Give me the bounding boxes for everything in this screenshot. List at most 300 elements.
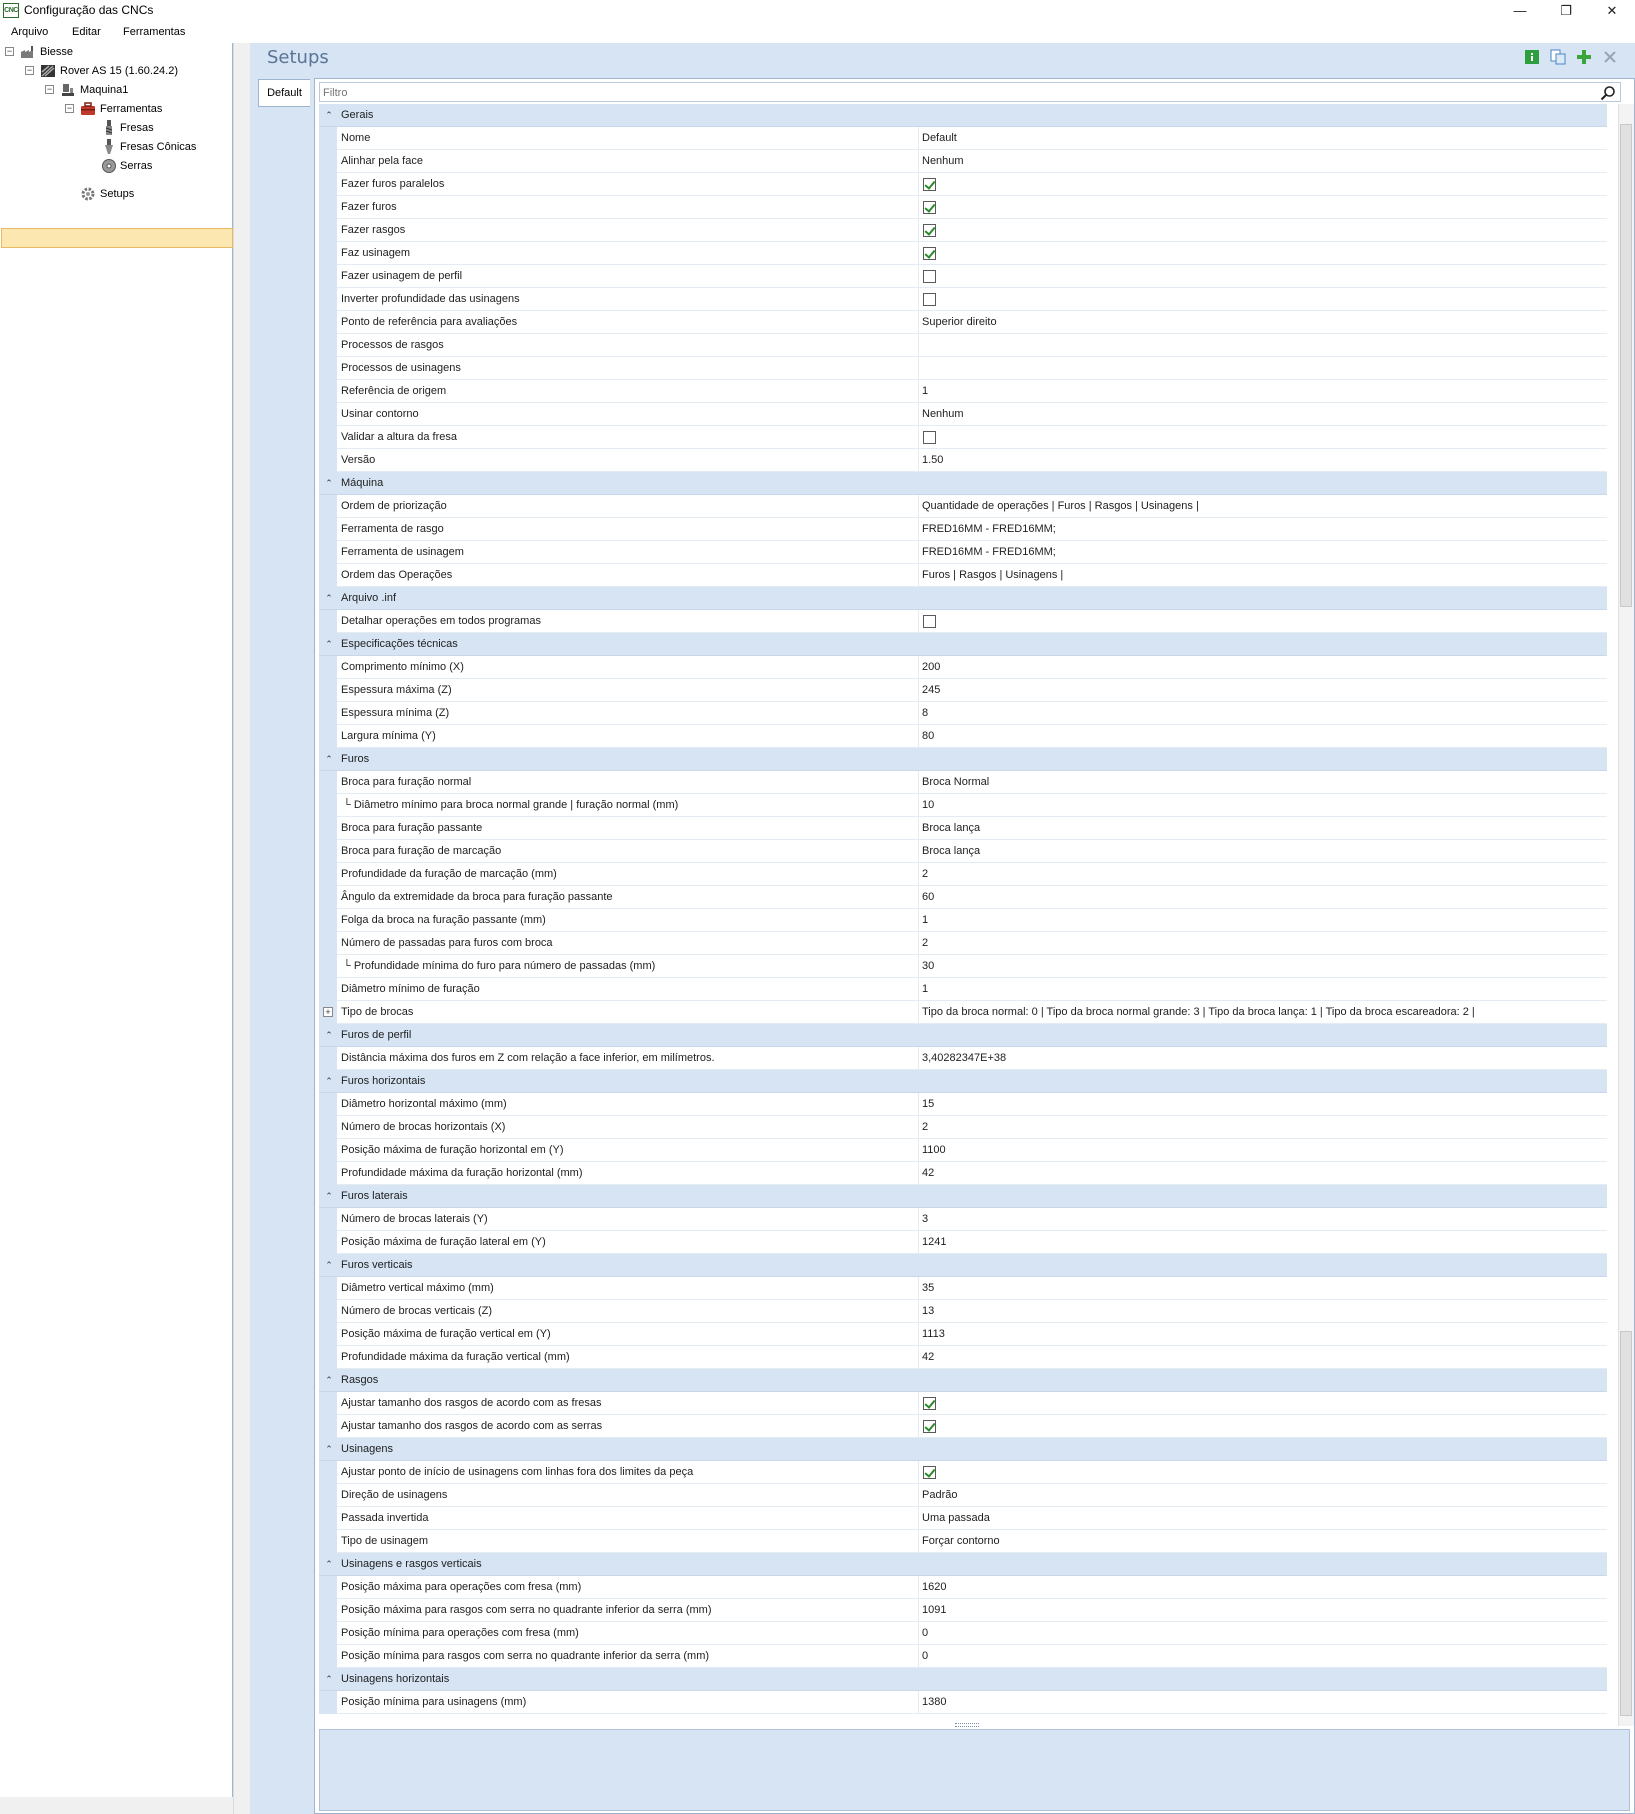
- property-value[interactable]: 1100: [922, 1144, 946, 1156]
- property-value[interactable]: 1241: [922, 1236, 947, 1248]
- property-row[interactable]: [319, 288, 1607, 311]
- column-divider: [918, 1116, 919, 1139]
- splitter-handle[interactable]: [955, 1723, 979, 1727]
- row-gutter: [319, 1622, 337, 1645]
- property-row[interactable]: [319, 656, 1607, 679]
- property-value[interactable]: Default: [922, 132, 957, 144]
- property-name: Posição mínima para rasgos com serra no quadrante inferior da serra (mm): [341, 1650, 710, 1662]
- row-gutter: [319, 840, 337, 863]
- row-gutter: [319, 472, 337, 495]
- property-value[interactable]: 60: [922, 891, 935, 903]
- property-row[interactable]: [319, 817, 1607, 840]
- property-name: Diâmetro horizontal máximo (mm): [341, 1098, 507, 1110]
- property-row[interactable]: [319, 1530, 1607, 1553]
- column-divider: [918, 1162, 919, 1185]
- collapse-chevron-icon[interactable]: ⌃: [325, 1260, 333, 1270]
- column-divider: [918, 909, 919, 932]
- property-name: Posição máxima de furação lateral em (Y): [341, 1236, 546, 1248]
- property-value[interactable]: 1: [922, 983, 929, 995]
- column-divider: [918, 1392, 919, 1415]
- row-gutter: [319, 173, 337, 196]
- column-divider: [918, 495, 919, 518]
- category-rasgos[interactable]: [319, 1369, 1607, 1392]
- property-row[interactable]: [319, 1323, 1607, 1346]
- column-divider: [918, 311, 919, 334]
- column-divider: [918, 1346, 919, 1369]
- row-gutter: [319, 1323, 337, 1346]
- property-row[interactable]: [319, 541, 1607, 564]
- row-gutter: [319, 1162, 337, 1185]
- property-row[interactable]: [319, 1093, 1607, 1116]
- property-row[interactable]: [319, 863, 1607, 886]
- property-row[interactable]: [319, 1461, 1607, 1484]
- property-name: Inverter profundidade das usinagens: [341, 293, 520, 305]
- collapse-chevron-icon[interactable]: ⌃: [325, 1674, 333, 1684]
- category-arquivo-inf[interactable]: [319, 587, 1607, 610]
- property-row[interactable]: [319, 955, 1607, 978]
- category-furos-verticais[interactable]: [319, 1254, 1607, 1277]
- property-row[interactable]: [319, 725, 1607, 748]
- property-value[interactable]: 1380: [922, 1696, 947, 1708]
- property-row[interactable]: [319, 357, 1607, 380]
- row-gutter: [319, 1599, 337, 1622]
- machine-tree: [0, 43, 233, 1814]
- menu-editar[interactable]: Editar: [72, 26, 101, 38]
- row-gutter: [319, 679, 337, 702]
- collapse-chevron-icon[interactable]: ⌃: [325, 1076, 333, 1086]
- property-row[interactable]: [319, 380, 1607, 403]
- property-value[interactable]: Tipo da broca normal: 0 | Tipo da broca normal grande: 3 | Tipo da broca lança: 1 | Tipo da broca escareadora: 2 |: [922, 1006, 1475, 1018]
- collapse-chevron-icon[interactable]: ⌃: [325, 1191, 333, 1201]
- column-divider: [918, 265, 919, 288]
- property-row[interactable]: [319, 334, 1607, 357]
- property-row[interactable]: [319, 150, 1607, 173]
- tree-node-serras[interactable]: Serras: [120, 160, 153, 172]
- row-gutter: [319, 541, 337, 564]
- row-gutter: [319, 127, 337, 150]
- row-gutter: [319, 978, 337, 1001]
- checkbox-unchecked[interactable]: [923, 431, 936, 444]
- row-gutter: [319, 1070, 337, 1093]
- add-icon[interactable]: [1576, 49, 1592, 65]
- property-name: └ Profundidade mínima do furo para número de passadas (mm): [343, 960, 656, 972]
- property-row[interactable]: [319, 449, 1607, 472]
- property-row[interactable]: [319, 1622, 1607, 1645]
- category-label: Rasgos: [341, 1374, 379, 1386]
- column-divider: [918, 679, 919, 702]
- column-divider: [918, 219, 919, 242]
- tree-node-ferramentas[interactable]: Ferramentas: [100, 103, 163, 115]
- property-name: Folga da broca na furação passante (mm): [341, 914, 546, 926]
- property-row[interactable]: [319, 1231, 1607, 1254]
- property-value[interactable]: Forçar contorno: [922, 1535, 1000, 1547]
- property-value[interactable]: 0: [922, 1627, 929, 1639]
- row-gutter: [319, 1461, 337, 1484]
- property-row[interactable]: [319, 1484, 1607, 1507]
- property-row[interactable]: [319, 1599, 1607, 1622]
- column-divider: [918, 1415, 919, 1438]
- property-value[interactable]: FRED16MM - FRED16MM;: [922, 523, 1056, 535]
- property-row[interactable]: [319, 242, 1607, 265]
- tree-node-setups[interactable]: Setups: [100, 188, 135, 200]
- category-furos[interactable]: [319, 748, 1607, 771]
- column-divider: [918, 1323, 919, 1346]
- property-value[interactable]: 1620: [922, 1581, 947, 1593]
- column-divider: [918, 794, 919, 817]
- scrollbar-thumb[interactable]: [1620, 1331, 1632, 1716]
- property-name: Ajustar ponto de início de usinagens com linhas fora dos limites da peça: [341, 1466, 694, 1478]
- property-value[interactable]: Broca lança: [922, 845, 981, 857]
- tree-node-rover[interactable]: Rover AS 15 (1.60.24.2): [60, 65, 179, 77]
- filter-box: [319, 82, 1621, 102]
- property-value[interactable]: 2: [922, 1121, 929, 1133]
- row-gutter: [319, 1346, 337, 1369]
- menu-bar: [0, 22, 1635, 43]
- tree-node-fresas-conicas[interactable]: Fresas Cônicas: [120, 141, 197, 153]
- row-gutter: [319, 587, 337, 610]
- collapse-toggle[interactable]: −: [66, 103, 73, 113]
- expand-icon[interactable]: +: [323, 1007, 333, 1017]
- column-divider: [918, 656, 919, 679]
- property-name: Posição mínima para operações com fresa (mm): [341, 1627, 579, 1639]
- property-name: Número de passadas para furos com broca: [341, 937, 553, 949]
- property-name: Broca para furação passante: [341, 822, 483, 834]
- row-gutter: [319, 1047, 337, 1070]
- column-divider: [918, 1093, 919, 1116]
- category-usinagens[interactable]: [319, 1438, 1607, 1461]
- property-value[interactable]: 2: [922, 868, 929, 880]
- property-name: Tipo de brocas: [341, 1006, 414, 1018]
- column-divider: [918, 564, 919, 587]
- checkbox-checked[interactable]: [923, 224, 936, 237]
- gear-icon: [80, 186, 96, 202]
- row-gutter: [319, 1001, 337, 1024]
- column-divider: [918, 449, 919, 472]
- property-row[interactable]: [319, 679, 1607, 702]
- property-row[interactable]: [319, 1116, 1607, 1139]
- conical-bit-icon: [101, 139, 117, 155]
- property-row[interactable]: [319, 1346, 1607, 1369]
- property-row[interactable]: [319, 978, 1607, 1001]
- tab-default[interactable]: Default: [258, 79, 310, 107]
- column-divider: [918, 955, 919, 978]
- tree-vertical-scrollbar[interactable]: [233, 43, 250, 1814]
- category-furos-horizontais[interactable]: [319, 1070, 1607, 1093]
- property-value[interactable]: Padrão: [922, 1489, 958, 1501]
- property-name: Fazer furos: [341, 201, 397, 213]
- row-gutter: [319, 771, 337, 794]
- delete-icon[interactable]: [1602, 49, 1618, 65]
- info-icon[interactable]: [1524, 49, 1540, 65]
- column-divider: [918, 1277, 919, 1300]
- row-gutter: [319, 909, 337, 932]
- property-row[interactable]: [319, 265, 1607, 288]
- minimize-button[interactable]: —: [1513, 3, 1527, 18]
- category-furos-de-perfil[interactable]: [319, 1024, 1607, 1047]
- column-divider: [918, 1047, 919, 1070]
- row-gutter: [319, 863, 337, 886]
- row-gutter: [319, 1645, 337, 1668]
- column-divider: [918, 1208, 919, 1231]
- property-value[interactable]: Broca Normal: [922, 776, 990, 788]
- property-row[interactable]: [319, 1645, 1607, 1668]
- property-row[interactable]: [319, 426, 1607, 449]
- column-divider: [918, 1461, 919, 1484]
- property-name: Processos de usinagens: [341, 362, 461, 374]
- column-divider: [918, 1530, 919, 1553]
- category-label: Gerais: [341, 109, 374, 121]
- collapse-toggle[interactable]: −: [46, 84, 53, 94]
- property-name: Ordem de priorização: [341, 500, 447, 512]
- property-name: Broca para furação normal: [341, 776, 472, 788]
- checkbox-checked[interactable]: [923, 247, 936, 260]
- property-value[interactable]: 1: [922, 385, 929, 397]
- column-divider: [918, 196, 919, 219]
- property-row[interactable]: [319, 1001, 1607, 1024]
- category-label: Furos horizontais: [341, 1075, 426, 1087]
- column-divider: [918, 541, 919, 564]
- property-value[interactable]: 42: [922, 1167, 935, 1179]
- category-usinagens-e-rasgos-verticais[interactable]: [319, 1553, 1607, 1576]
- collapse-toggle[interactable]: −: [26, 65, 33, 75]
- property-value[interactable]: 30: [922, 960, 935, 972]
- collapse-chevron-icon[interactable]: ⌃: [325, 110, 333, 120]
- property-value[interactable]: 3: [922, 1213, 929, 1225]
- copy-icon[interactable]: [1550, 49, 1566, 65]
- collapse-chevron-icon[interactable]: ⌃: [325, 754, 333, 764]
- category-label: Furos verticais: [341, 1259, 413, 1271]
- property-value[interactable]: 15: [922, 1098, 935, 1110]
- property-value[interactable]: Nenhum: [922, 408, 964, 420]
- property-row[interactable]: [319, 495, 1607, 518]
- property-value[interactable]: FRED16MM - FRED16MM;: [922, 546, 1056, 558]
- menu-ferramentas[interactable]: Ferramentas: [123, 26, 186, 38]
- row-gutter: [319, 1530, 337, 1553]
- row-gutter: [319, 1507, 337, 1530]
- row-gutter: [319, 288, 337, 311]
- property-name: Ajustar tamanho dos rasgos de acordo com as fresas: [341, 1397, 602, 1409]
- column-divider: [918, 702, 919, 725]
- property-name: Fazer usinagem de perfil: [341, 270, 463, 282]
- row-gutter: [319, 1116, 337, 1139]
- property-value[interactable]: 1: [922, 914, 929, 926]
- property-row[interactable]: [319, 1300, 1607, 1323]
- property-name: Versão: [341, 454, 376, 466]
- row-gutter: [319, 1300, 337, 1323]
- column-divider: [918, 403, 919, 426]
- property-row[interactable]: [319, 794, 1607, 817]
- checkbox-unchecked[interactable]: [923, 270, 936, 283]
- row-gutter: [319, 610, 337, 633]
- property-row[interactable]: [319, 196, 1607, 219]
- category-especificacoes-tecnicas[interactable]: [319, 633, 1607, 656]
- column-divider: [918, 840, 919, 863]
- category-gerais[interactable]: [319, 104, 1607, 127]
- property-row[interactable]: [319, 1507, 1607, 1530]
- property-row[interactable]: [319, 403, 1607, 426]
- checkbox-checked[interactable]: [923, 1420, 936, 1433]
- tree-node-maquina1[interactable]: Maquina1: [80, 84, 129, 96]
- property-value[interactable]: Superior direito: [922, 316, 997, 328]
- row-gutter: [319, 1139, 337, 1162]
- checkbox-checked[interactable]: [923, 1466, 936, 1479]
- row-gutter: [319, 495, 337, 518]
- toolbox-icon: [80, 101, 96, 117]
- property-row[interactable]: [319, 771, 1607, 794]
- property-name: Ajustar tamanho dos rasgos de acordo com as serras: [341, 1420, 603, 1432]
- property-name: Profundidade máxima da furação horizontal (mm): [341, 1167, 583, 1179]
- row-gutter: [319, 1208, 337, 1231]
- category-label: Furos: [341, 753, 370, 765]
- row-gutter: [319, 633, 337, 656]
- property-value[interactable]: Nenhum: [922, 155, 964, 167]
- property-row[interactable]: [319, 311, 1607, 334]
- column-divider: [918, 1576, 919, 1599]
- property-row[interactable]: [319, 1691, 1607, 1714]
- collapse-chevron-icon[interactable]: ⌃: [325, 1030, 333, 1040]
- property-row[interactable]: [319, 886, 1607, 909]
- window-title: Configuração das CNCs: [24, 3, 154, 17]
- property-value[interactable]: Uma passada: [922, 1512, 990, 1524]
- column-divider: [918, 978, 919, 1001]
- property-value[interactable]: 1113: [922, 1328, 945, 1340]
- collapse-chevron-icon[interactable]: ⌃: [325, 1375, 333, 1385]
- scrollbar-thumb[interactable]: [1620, 124, 1632, 607]
- property-value[interactable]: Quantidade de operações | Furos | Rasgos | Usinagens |: [922, 500, 1199, 512]
- property-value[interactable]: 200: [922, 661, 941, 673]
- row-gutter: [319, 1024, 337, 1047]
- property-row[interactable]: [319, 702, 1607, 725]
- property-value[interactable]: 1.50: [922, 454, 944, 466]
- checkbox-checked[interactable]: [923, 201, 936, 214]
- property-name: Ferramenta de rasgo: [341, 523, 444, 535]
- tree-node-biesse[interactable]: Biesse: [40, 46, 74, 58]
- collapse-chevron-icon[interactable]: ⌃: [325, 593, 333, 603]
- column-divider: [918, 518, 919, 541]
- search-icon[interactable]: [1600, 85, 1616, 101]
- row-gutter: [319, 794, 337, 817]
- property-row[interactable]: [319, 518, 1607, 541]
- property-row[interactable]: [319, 610, 1607, 633]
- checkbox-checked[interactable]: [923, 178, 936, 191]
- row-gutter: [319, 1438, 337, 1461]
- property-value[interactable]: 10: [922, 799, 935, 811]
- property-name: Número de brocas laterais (Y): [341, 1213, 488, 1225]
- property-row[interactable]: [319, 1139, 1607, 1162]
- property-row[interactable]: [319, 564, 1607, 587]
- property-value[interactable]: 2: [922, 937, 929, 949]
- property-row[interactable]: [319, 932, 1607, 955]
- checkbox-unchecked[interactable]: [923, 615, 936, 628]
- property-name: Diâmetro mínimo de furação: [341, 983, 480, 995]
- property-row[interactable]: [319, 1047, 1607, 1070]
- collapse-chevron-icon[interactable]: ⌃: [325, 639, 333, 649]
- property-row[interactable]: [319, 909, 1607, 932]
- collapse-chevron-icon[interactable]: ⌃: [325, 1559, 333, 1569]
- tree-node-fresas[interactable]: Fresas: [120, 122, 154, 134]
- property-name: Detalhar operações em todos programas: [341, 615, 541, 627]
- filter-input[interactable]: [323, 85, 1593, 100]
- category-label: Furos de perfil: [341, 1029, 412, 1041]
- row-gutter: [319, 955, 337, 978]
- category-label: Máquina: [341, 477, 384, 489]
- collapse-chevron-icon[interactable]: ⌃: [325, 1444, 333, 1454]
- property-value[interactable]: 245: [922, 684, 941, 696]
- property-row[interactable]: [319, 127, 1607, 150]
- property-value[interactable]: 80: [922, 730, 935, 742]
- property-value[interactable]: 35: [922, 1282, 935, 1294]
- category-usinagens-horizontais[interactable]: [319, 1668, 1607, 1691]
- property-value[interactable]: Furos | Rasgos | Usinagens |: [922, 569, 1064, 581]
- workstation-icon: [60, 82, 76, 98]
- property-value[interactable]: 42: [922, 1351, 935, 1363]
- property-value[interactable]: Broca lança: [922, 822, 981, 834]
- property-name: Espessura mínima (Z): [341, 707, 450, 719]
- property-row[interactable]: [319, 173, 1607, 196]
- property-name: Processos de rasgos: [341, 339, 444, 351]
- property-rows: [319, 104, 1607, 1714]
- category-label: Usinagens horizontais: [341, 1673, 450, 1685]
- property-row[interactable]: [319, 1162, 1607, 1185]
- row-gutter: [319, 1691, 337, 1714]
- checkbox-checked[interactable]: [923, 1397, 936, 1410]
- property-value[interactable]: 8: [922, 707, 929, 719]
- column-divider: [918, 1231, 919, 1254]
- row-gutter: [319, 725, 337, 748]
- row-gutter: [319, 748, 337, 771]
- restore-button[interactable]: ❐: [1560, 3, 1572, 18]
- collapse-chevron-icon[interactable]: ⌃: [325, 478, 333, 488]
- property-row[interactable]: [319, 840, 1607, 863]
- property-row[interactable]: [319, 219, 1607, 242]
- property-name: Ângulo da extremidade da broca para furação passante: [341, 891, 613, 903]
- property-name: Distância máxima dos furos em Z com relação a face inferior, em milímetros.: [341, 1052, 715, 1064]
- property-row[interactable]: [319, 1208, 1607, 1231]
- row-gutter: [319, 426, 337, 449]
- property-row[interactable]: [319, 1415, 1607, 1438]
- category-label: Especificações técnicas: [341, 638, 458, 650]
- checkbox-unchecked[interactable]: [923, 293, 936, 306]
- tree-selection-highlight: [1, 228, 233, 248]
- property-row[interactable]: [319, 1392, 1607, 1415]
- property-value[interactable]: 3,40282347E+38: [922, 1052, 1007, 1064]
- column-divider: [918, 334, 919, 357]
- property-name: Largura mínima (Y): [341, 730, 436, 742]
- category-maquina[interactable]: [319, 472, 1607, 495]
- row-gutter: [319, 1392, 337, 1415]
- property-name: Referência de origem: [341, 385, 447, 397]
- close-button[interactable]: ✕: [1606, 3, 1618, 18]
- content-area: [250, 43, 1635, 1814]
- category-furos-laterais[interactable]: [319, 1185, 1607, 1208]
- property-name: Ponto de referência para avaliações: [341, 316, 518, 328]
- row-gutter: [319, 265, 337, 288]
- collapse-toggle[interactable]: −: [6, 46, 13, 56]
- row-gutter: [319, 357, 337, 380]
- property-row[interactable]: [319, 1277, 1607, 1300]
- property-value[interactable]: 0: [922, 1650, 929, 1662]
- property-name: Validar a altura da fresa: [341, 431, 457, 443]
- property-row[interactable]: [319, 1576, 1607, 1599]
- tree-horizontal-scrollbar[interactable]: [0, 1797, 233, 1814]
- property-value[interactable]: 13: [922, 1305, 935, 1317]
- property-name: Profundidade da furação de marcação (mm): [341, 868, 557, 880]
- column-divider: [918, 1001, 919, 1024]
- column-divider: [918, 1300, 919, 1323]
- menu-arquivo[interactable]: Arquivo: [11, 26, 49, 38]
- property-value[interactable]: 1091: [922, 1604, 947, 1616]
- cnc-app-icon: CNC: [3, 3, 19, 18]
